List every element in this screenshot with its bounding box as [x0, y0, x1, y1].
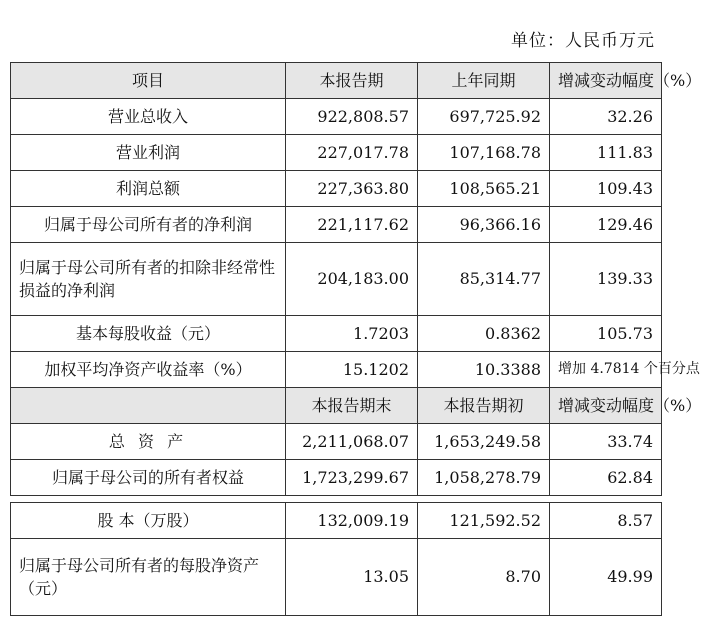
cell-value: 697,725.92 [418, 99, 550, 135]
table-row [11, 99, 662, 135]
row-label: 营业利润 [11, 135, 286, 171]
table-row [11, 207, 662, 243]
header-item: 项目 [11, 63, 286, 99]
cell-value: 132,009.19 [286, 503, 418, 539]
cell-value: 增加 4.7814 个百分点 [550, 352, 662, 388]
header-change-pct: 增减变动幅度（%） [550, 388, 662, 424]
header-current-period: 本报告期 [286, 63, 418, 99]
table-row [11, 352, 662, 388]
row-label: 归属于母公司所有者的每股净资产（元） [11, 539, 286, 616]
cell-value: 10.3388 [418, 352, 550, 388]
cell-value: 105.73 [550, 316, 662, 352]
table-row [11, 460, 662, 496]
cell-value: 96,366.16 [418, 207, 550, 243]
header-prior-period: 上年同期 [418, 63, 550, 99]
row-label: 营业总收入 [11, 99, 286, 135]
cell-value: 221,117.62 [286, 207, 418, 243]
cell-value: 1.7203 [286, 316, 418, 352]
financial-summary-table [10, 62, 701, 616]
cell-value: 2,211,068.07 [286, 424, 418, 460]
cell-value: 8.57 [550, 503, 662, 539]
cell-value: 32.26 [550, 99, 662, 135]
cell-value: 107,168.78 [418, 135, 550, 171]
header-change-pct: 增减变动幅度（%） [550, 63, 662, 99]
table-row [11, 424, 662, 460]
cell-value: 8.70 [418, 539, 550, 616]
cell-value: 1,058,278.79 [418, 460, 550, 496]
table-row [11, 243, 662, 316]
table-gap [11, 496, 662, 503]
cell-value: 49.99 [550, 539, 662, 616]
cell-value: 204,183.00 [286, 243, 418, 316]
table-row [11, 171, 662, 207]
cell-value: 922,808.57 [286, 99, 418, 135]
cell-value: 139.33 [550, 243, 662, 316]
row-label: 总 资 产 [11, 424, 286, 460]
table-header-row [11, 63, 662, 99]
row-label: 归属于母公司所有者的扣除非经常性损益的净利润 [11, 243, 286, 316]
cell-value: 33.74 [550, 424, 662, 460]
cell-value: 1,653,249.58 [418, 424, 550, 460]
cell-value: 62.84 [550, 460, 662, 496]
cell-value: 227,017.78 [286, 135, 418, 171]
cell-value: 0.8362 [418, 316, 550, 352]
table-row [11, 135, 662, 171]
cell-value: 129.46 [550, 207, 662, 243]
cell-value: 13.05 [286, 539, 418, 616]
header-period-start: 本报告期初 [418, 388, 550, 424]
cell-value: 227,363.80 [286, 171, 418, 207]
unit-label: 单位：人民币万元 [511, 31, 655, 51]
header-period-end: 本报告期末 [286, 388, 418, 424]
cell-value: 85,314.77 [418, 243, 550, 316]
row-label: 利润总额 [11, 171, 286, 207]
row-label: 基本每股收益（元） [11, 316, 286, 352]
table-row [11, 539, 662, 616]
table-row [11, 503, 662, 539]
cell-value: 1,723,299.67 [286, 460, 418, 496]
row-label: 股 本（万股） [11, 503, 286, 539]
row-label: 归属于母公司的所有者权益 [11, 460, 286, 496]
row-label: 加权平均净资产收益率（%） [11, 352, 286, 388]
cell-value: 111.83 [550, 135, 662, 171]
cell-value: 109.43 [550, 171, 662, 207]
cell-value: 121,592.52 [418, 503, 550, 539]
row-label: 归属于母公司所有者的净利润 [11, 207, 286, 243]
cell-value: 108,565.21 [418, 171, 550, 207]
cell-value: 15.1202 [286, 352, 418, 388]
table-subheader-row [11, 388, 662, 424]
table-row [11, 316, 662, 352]
header-empty [11, 388, 286, 424]
